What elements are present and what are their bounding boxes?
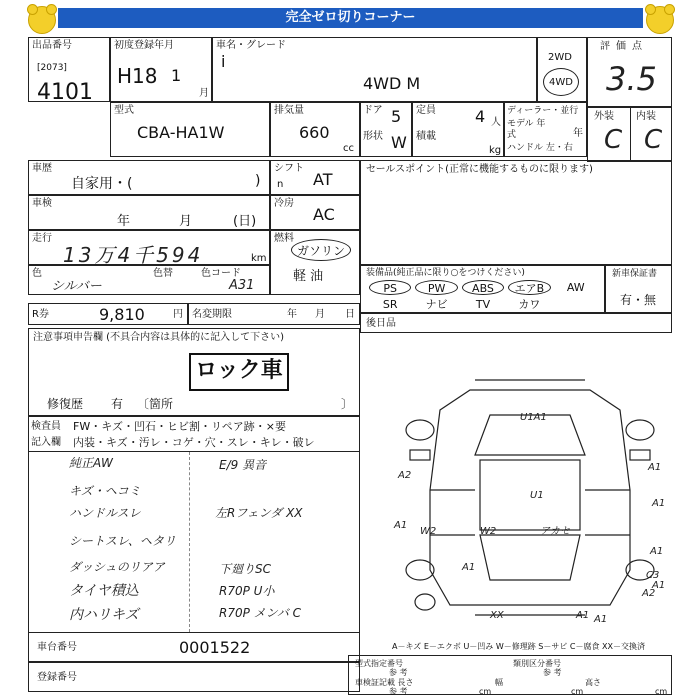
equipment-row2 (369, 297, 601, 313)
dealer-model-year: モデル 年式 (507, 119, 546, 140)
rear-box (360, 313, 672, 333)
notes-box (28, 328, 360, 416)
mascot-logo-right (646, 6, 674, 34)
footer-width: 幅 (495, 678, 503, 687)
dealer-box (504, 102, 587, 157)
dealer-handle: ハンドル 左・右 (507, 143, 573, 153)
repair-place: 〔箇所 (137, 397, 174, 411)
header-title: 完全ゼロ切りコーナー (58, 8, 643, 28)
fuel-diesel: 軽 油 (293, 269, 324, 284)
color-change-label: 色替 (153, 268, 173, 279)
footer-class-label: 類別区分番号 (513, 659, 561, 668)
diagram-labels (380, 370, 680, 625)
car-label: 車名・グレード (216, 40, 286, 51)
note-left-1: 純正AW (69, 456, 113, 470)
interior-value: C (644, 125, 663, 155)
damage-label: A1 (462, 562, 476, 573)
fuel-gasoline-circled: ガソリン (291, 239, 351, 261)
repair-close: 〕 (341, 397, 354, 411)
sales-point-box (360, 160, 672, 265)
displacement-unit: cc (343, 143, 354, 154)
first-reg-box (110, 37, 212, 102)
doors-label: ドア (363, 105, 383, 116)
load-label: 積載 (416, 131, 436, 142)
mileage-box (28, 230, 270, 265)
lot-number: 4101 (37, 80, 93, 105)
repair-value: 有 (111, 397, 124, 411)
equipment-item: SR (382, 298, 398, 311)
shift-box (270, 160, 360, 195)
repair-label: 修復歴 (47, 397, 84, 411)
inspection-day: (日) (233, 214, 257, 229)
note-right-3: 下廻りSC (219, 562, 271, 576)
footer-cm-1: cm (479, 687, 492, 696)
doors-box (360, 102, 412, 157)
fuel-label: 燃料 (274, 233, 294, 244)
shape-value: W (391, 133, 407, 152)
displacement-value: 660 (299, 123, 330, 142)
drive-4wd-circled: 4WD (543, 68, 579, 96)
equipment-item: PW (415, 280, 457, 295)
note-left-3: ハンドルスレ (69, 506, 141, 520)
damage-legend: A－キズ E－エクボ U－凹み W－修理跡 S－サビ C－腐食 XX－交換済 (392, 642, 646, 651)
name-change-year: 年 (287, 309, 297, 320)
rear-label: 後日品 (366, 318, 396, 329)
shape-label: 形状 (363, 131, 383, 142)
note-left-7: 内ハリキズ (69, 607, 139, 623)
registration-label: 登録番号 (37, 672, 77, 683)
dealer-year: 年 (573, 128, 583, 139)
ext-int-box (587, 107, 672, 162)
footer-type-label: 型式指定番号 (355, 659, 403, 668)
warranty-value: 有・無 (620, 293, 657, 307)
recycle-box (28, 303, 188, 325)
damage-label: W2 (420, 526, 437, 537)
equipment-label: 装備品(純正品に限り○をつけください) (366, 268, 525, 278)
damage-label: U1A1 (520, 412, 547, 423)
mileage-value: 13万4千594 (63, 243, 204, 267)
equipment-item: PS (369, 280, 411, 295)
drive-2wd: 2WD (548, 52, 572, 63)
note-left-5: ダッシュのリアア (69, 560, 165, 574)
chassis-label: 車台番号 (37, 642, 77, 653)
inspection-label: 車検 (32, 198, 52, 209)
color-box (28, 265, 270, 295)
car-grade: 4WD M (363, 74, 421, 93)
drive-box (537, 37, 587, 102)
inspector-row1: FW・キズ・凹石・ヒビ割・リペア跡・×要 (73, 420, 286, 433)
note-right-1: E/9 異音 (219, 458, 267, 472)
note-left-4: シートスレ、ヘタリ (69, 534, 176, 548)
fuel-box (270, 230, 360, 295)
damage-label: W2 (480, 526, 497, 537)
score-value: 3.5 (606, 60, 657, 98)
ac-value: AC (313, 205, 335, 224)
first-reg-month: 1 (171, 66, 182, 85)
note-right-4: R70P U小 (219, 584, 275, 598)
warranty-box (605, 265, 672, 313)
lock-stamp: ロック車 (189, 353, 289, 391)
damage-label: アカセ (540, 526, 570, 537)
history-close: ) (255, 173, 261, 189)
color-code: A31 (229, 278, 255, 293)
ac-box (270, 195, 360, 230)
footer-cm-2: cm (571, 687, 584, 696)
lot-label: 出品番号 (32, 40, 72, 51)
inspection-box (28, 195, 270, 230)
name-change-box (188, 303, 360, 325)
displacement-box (270, 102, 360, 157)
history-value: 自家用・( (71, 176, 133, 192)
damage-label: A1 (576, 610, 590, 621)
damage-label: A1 (594, 614, 608, 625)
inspector-row2: 内装・キズ・汚レ・コゲ・穴・スレ・キレ・破レ (73, 436, 315, 449)
seats-value: 4 (475, 107, 486, 126)
doors-value: 5 (391, 107, 402, 126)
seats-unit: 人 (491, 117, 501, 128)
displacement-label: 排気量 (274, 105, 304, 116)
first-reg-month-suffix: 月 (199, 88, 209, 99)
notes-label: 注意事項申告欄 (不具合内容は具体的に記入して下さい) (33, 332, 284, 343)
note-left-2: キズ・ヘコミ (69, 484, 141, 498)
name-change-label: 名変期限 (192, 309, 232, 320)
equipment-item: ナビ (425, 298, 448, 311)
name-change-month: 月 (315, 309, 325, 320)
load-unit: kg (489, 145, 502, 156)
inspection-year: 年 (117, 214, 131, 229)
seats-box (412, 102, 504, 157)
equipment-item: TV (475, 298, 491, 311)
damage-label: A1 (648, 462, 662, 473)
inspection-month: 月 (179, 214, 193, 229)
name-change-day: 日 (345, 309, 355, 320)
note-left-6: タイヤ積込 (69, 583, 139, 599)
footer-cm-3: cm (655, 687, 668, 696)
ac-label: 冷房 (274, 198, 294, 209)
recycle-label: R券 (32, 309, 49, 320)
damage-label: XX (490, 610, 504, 621)
damage-label: U1 (530, 490, 544, 501)
history-label: 車歴 (32, 163, 52, 174)
first-reg-label: 初度登録年月 (114, 40, 174, 51)
seats-label: 定員 (416, 105, 436, 116)
warranty-label: 新車保証書 (612, 269, 658, 279)
footer-height: 高さ (585, 678, 601, 687)
color-value: シルバー (51, 279, 102, 294)
inspector-label-1: 検査員 (31, 421, 61, 432)
damage-label: A1 (650, 546, 664, 557)
recycle-unit: 円 (173, 309, 183, 320)
recycle-value: 9,810 (99, 305, 145, 324)
damage-label: A2 (398, 470, 412, 481)
lot-box (28, 37, 110, 105)
model-box (110, 102, 270, 157)
model-label: 型式 (114, 105, 134, 116)
chassis-box (28, 632, 360, 662)
equipment-item: エアB (508, 280, 550, 295)
shift-mark: n (277, 179, 284, 190)
damage-label: A2 (642, 588, 656, 599)
chassis-value: 0001522 (179, 638, 251, 657)
dealer-label: ディーラー・並行 (507, 106, 579, 116)
damage-label: A1 (394, 520, 408, 531)
registration-box (28, 662, 360, 692)
score-box (587, 37, 672, 107)
damage-label: A1 (652, 498, 666, 509)
footer-dims: 車検証記載 長さ (355, 678, 414, 687)
score-label: 評価点 (600, 41, 648, 52)
equipment-item: カワ (518, 298, 541, 311)
divider (630, 108, 631, 161)
shift-label: シフト (274, 163, 304, 174)
equipment-row1 (369, 280, 601, 296)
sales-point-label: セールスポイント(正常に機能するものに限ります) (366, 164, 593, 175)
inspector-label-2: 記入欄 (31, 437, 61, 448)
equipment-item: ABS (462, 280, 504, 295)
note-right-5: R70P メンバ C (219, 606, 302, 620)
note-right-2: 左Rフェンダ XX (215, 506, 303, 520)
footer-ref2: 参 考 (543, 668, 562, 677)
footer-ref3: 参 考 (389, 687, 408, 696)
car-name: i (221, 52, 226, 71)
color-label: 色 (32, 268, 42, 279)
mileage-label: 走行 (32, 233, 52, 244)
first-reg-era: H18 (117, 64, 158, 88)
exterior-value: C (604, 125, 623, 155)
footer-box (348, 655, 672, 695)
equipment-box (360, 265, 605, 313)
mascot-logo-left (28, 6, 56, 34)
equipment-item: AW (566, 281, 585, 294)
mileage-unit: km (251, 253, 267, 264)
model-value: CBA-HA1W (137, 123, 225, 142)
exterior-label: 外装 (594, 111, 614, 122)
inspector-box (28, 416, 360, 452)
notes-area (28, 452, 360, 632)
car-box (212, 37, 537, 102)
notes-divider (189, 452, 190, 632)
history-box (28, 160, 270, 195)
lot-sub: [2073] (37, 63, 67, 73)
damage-label: C3 (646, 570, 660, 581)
interior-label: 内装 (636, 111, 656, 122)
shift-value: AT (313, 170, 333, 189)
footer-ref1: 参 考 (389, 668, 408, 677)
color-code-label: 色コード (201, 268, 241, 279)
damage-label: A1 (652, 580, 666, 591)
